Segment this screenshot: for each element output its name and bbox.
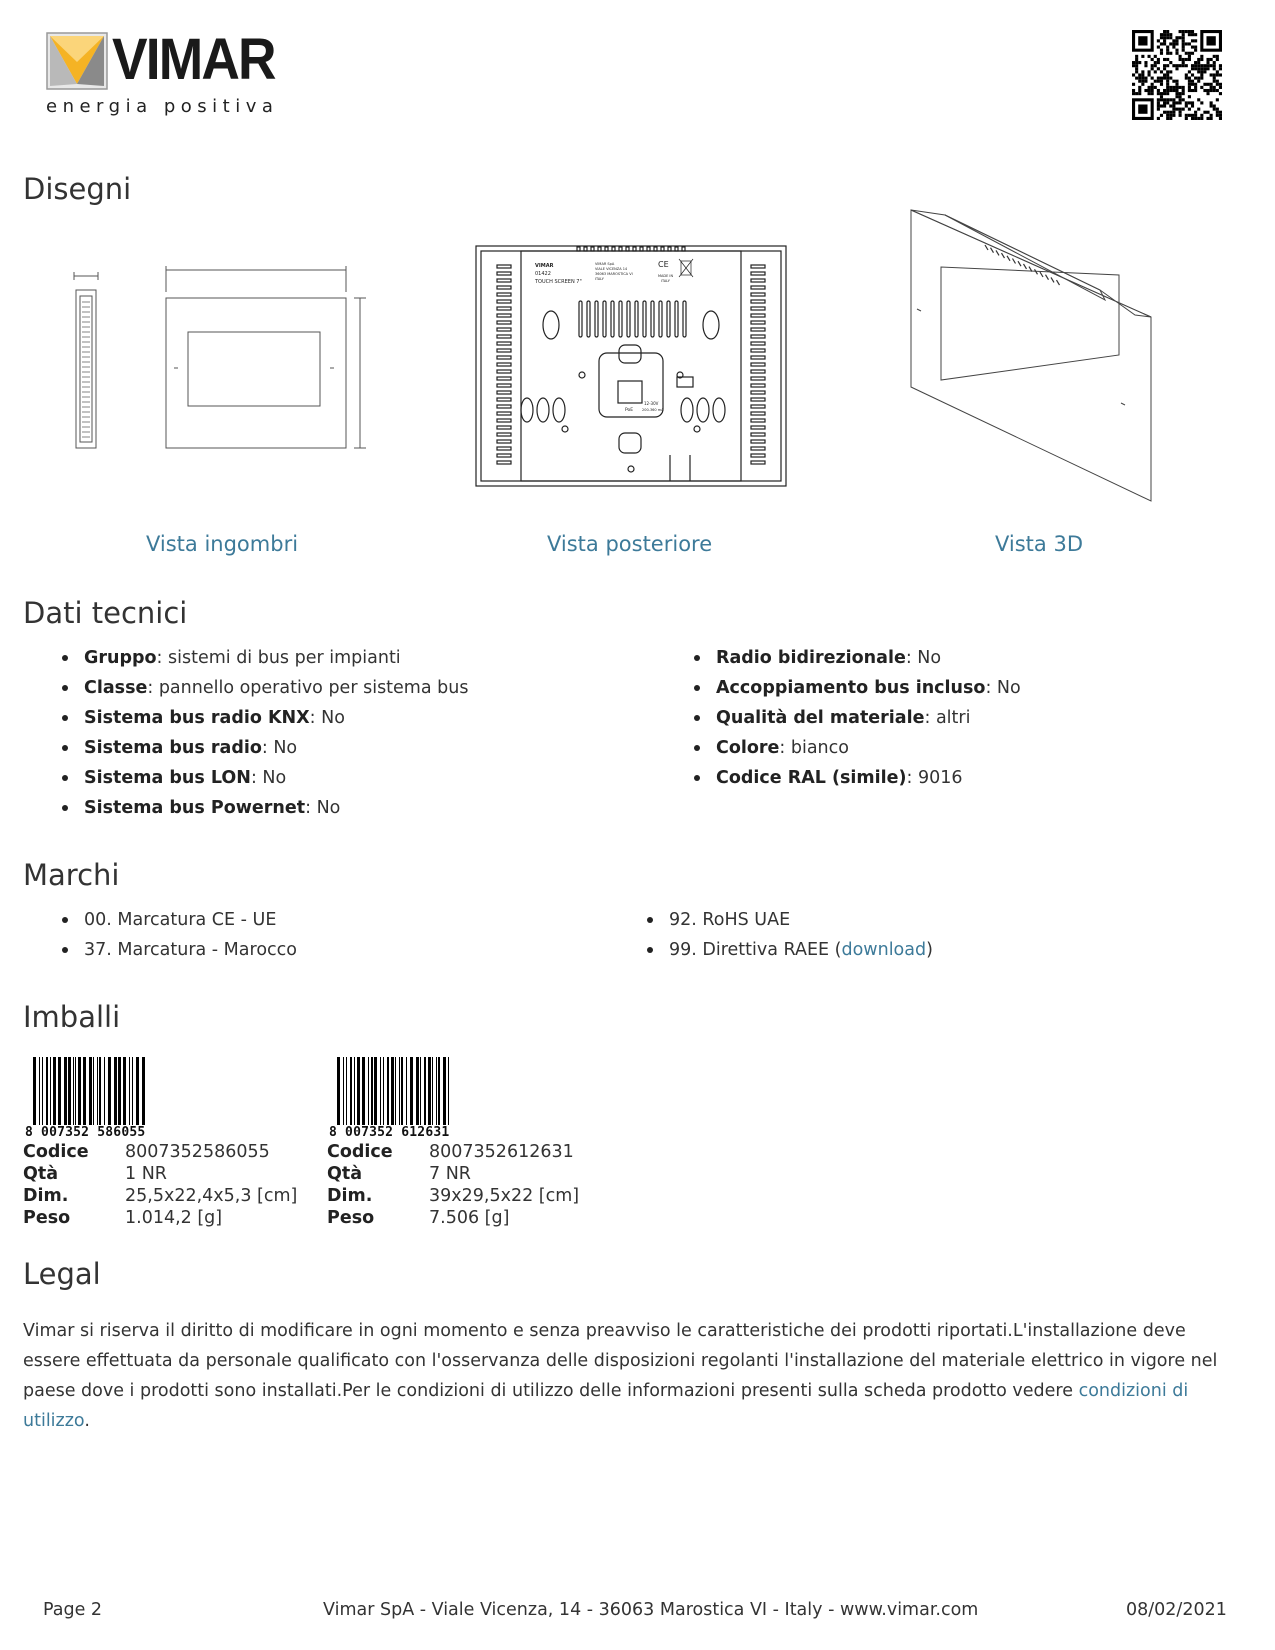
technical-list-left [62, 643, 468, 823]
section-title-marks: Marchi [23, 858, 120, 892]
rear-label-voltage: 12-30V [644, 401, 659, 406]
legal-text: Vimar si riserva il diritto di modificare in ogni momento e senza preavviso le caratteristiche dei prodotti riportati.L'installazione deve essere effettuata da personale qualificato con l'osservanza delle disposizioni regolanti l'installazione del materiale elettrico in vigore nel paese dove i prodotti sono installati.Per le condizioni di utilizzo delle informazioni presenti sulla scheda prodotto vedere condizioni di utilizzo. [23, 1321, 1218, 1431]
list-item: Sistema bus Powernet: No [62, 793, 468, 823]
caption-rear-view[interactable]: Vista posteriore [547, 532, 713, 556]
rear-label-ce: CE [658, 260, 669, 269]
weee-bin-icon [679, 259, 693, 277]
rear-label-brand: VIMAR [535, 263, 554, 269]
rear-label-street: VIALE VICENZA 14 [595, 267, 628, 271]
rear-label-made-in: MADE IN [658, 274, 674, 278]
rear-label-current: 200-360 mA [642, 408, 664, 412]
list-item: Radio bidirezionale: No [694, 643, 1021, 673]
package-card: 8 007352 586055 Codice 8007352586055 Qtà 1 NR Dim. 25,5x22,4x5,3 [cm] Peso 1.014,2 [g] [23, 1057, 153, 1131]
rear-label-model: 01422 [535, 271, 551, 277]
brand-tagline: energia positiva [46, 96, 279, 117]
rear-label-poe: PoE [625, 408, 634, 413]
rear-label-made-country: ITALY [661, 279, 670, 283]
package-card: 8 007352 612631 Codice 8007352612631 Qtà 7 NR Dim. 39x29,5x22 [cm] Peso 7.506 [g] [327, 1057, 457, 1131]
list-item: 00. Marcatura CE - UE [62, 905, 297, 935]
list-item: Sistema bus radio: No [62, 733, 468, 763]
technical-list-right [694, 643, 1021, 793]
list-item: 37. Marcatura - Marocco [62, 935, 297, 965]
dimensions-drawing[interactable] [70, 262, 370, 462]
marks-list-left [62, 905, 297, 965]
section-title-legal: Legal [23, 1257, 101, 1291]
package-qty: 7 NR [429, 1164, 471, 1184]
package-weight: 1.014,2 [g] [125, 1208, 223, 1228]
footer-date: 08/02/2021 [1126, 1600, 1227, 1620]
package-qty: 1 NR [125, 1164, 167, 1184]
section-title-technical-data: Dati tecnici [23, 596, 188, 630]
caption-3d-view[interactable]: Vista 3D [995, 532, 1083, 556]
list-item: Gruppo: sistemi di bus per impianti [62, 643, 468, 673]
barcode-2 [327, 1057, 457, 1127]
package-code: 8007352612631 [429, 1142, 574, 1162]
list-item: 92. RoHS UAE [647, 905, 933, 935]
footer-address: Vimar SpA - Viale Vicenza, 14 - 36063 Marostica VI - Italy - www.vimar.com [323, 1600, 979, 1620]
download-link[interactable]: download [841, 940, 927, 960]
rear-label-company: VIMAR SpA [595, 262, 615, 266]
qr-code[interactable] [1132, 30, 1222, 120]
3d-view-drawing[interactable] [905, 205, 1165, 505]
rear-label-country: ITALY [595, 277, 604, 281]
section-title-drawings: Disegni [23, 172, 132, 206]
list-item: Classe: pannello operativo per sistema bus [62, 673, 468, 703]
package-code: 8007352586055 [125, 1142, 270, 1162]
terms-of-use-link[interactable]: condizioni di utilizzo [23, 1381, 1189, 1431]
list-item: Colore: bianco [694, 733, 1021, 763]
package-dim: 39x29,5x22 [cm] [429, 1186, 580, 1206]
rear-label-city: 36063 MAROSTICA VI [595, 272, 633, 276]
list-item: Sistema bus LON: No [62, 763, 468, 793]
package-weight: 7.506 [g] [429, 1208, 510, 1228]
barcode-number: 8 007352 612631 [329, 1125, 450, 1140]
list-item: 99. Direttiva RAEE (download) [647, 935, 933, 965]
list-item: Sistema bus radio KNX: No [62, 703, 468, 733]
brand-wordmark: VIMAR [112, 27, 275, 92]
package-dim: 25,5x22,4x5,3 [cm] [125, 1186, 298, 1206]
section-title-packaging: Imballi [23, 1000, 121, 1034]
marks-list-right [647, 905, 933, 965]
page-number: Page 2 [43, 1600, 103, 1620]
rear-view-drawing[interactable] [475, 245, 787, 491]
list-item: Codice RAL (simile): 9016 [694, 763, 1021, 793]
rear-label-product: TOUCH SCREEN 7" [535, 279, 582, 285]
list-item: Accoppiamento bus incluso: No [694, 673, 1021, 703]
vimar-logo-mark [46, 32, 108, 90]
list-item: Qualità del materiale: altri [694, 703, 1021, 733]
caption-dimensions-view[interactable]: Vista ingombri [146, 532, 299, 556]
barcode-1 [23, 1057, 153, 1127]
barcode-number: 8 007352 586055 [25, 1125, 146, 1140]
